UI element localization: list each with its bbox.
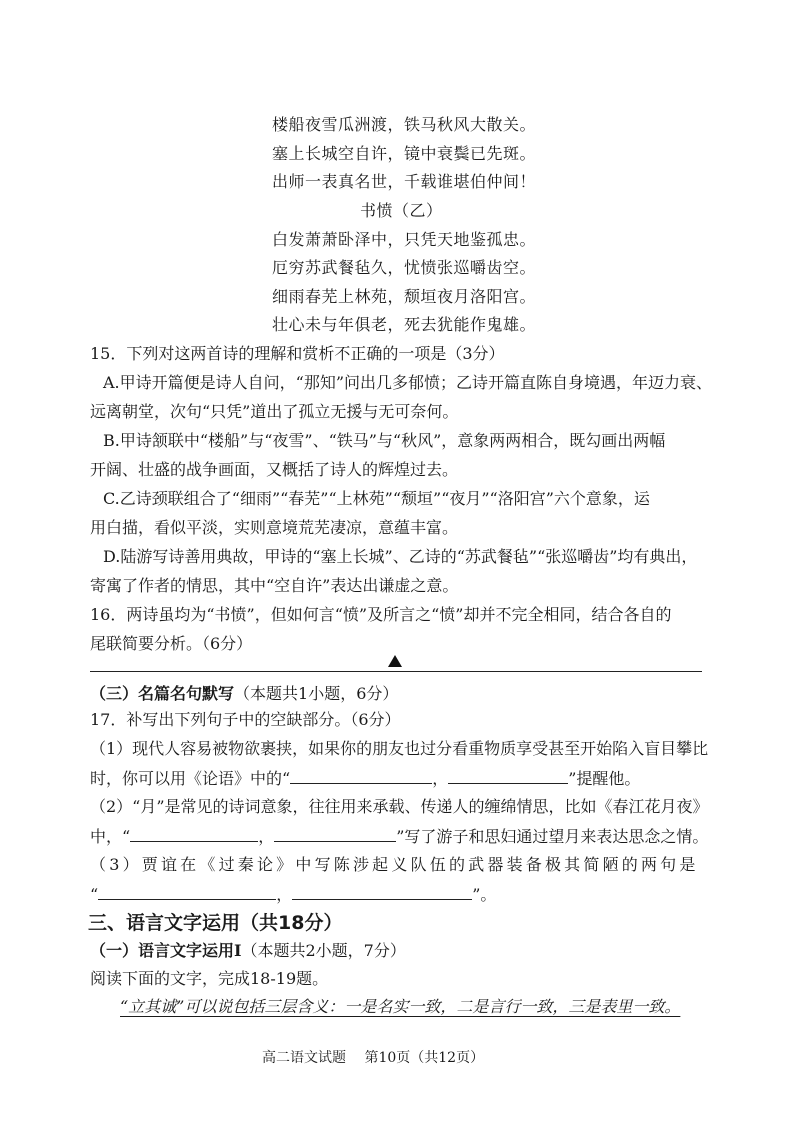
q17-blank-5[interactable] (98, 883, 276, 900)
q15-option-b-line-2: 开阔、壮盛的战争画面，又概括了诗人的辉煌过去。 (90, 460, 459, 479)
q17-part-3-comma: ， (276, 885, 293, 904)
q17-part-2-comma: ， (258, 827, 275, 846)
subsection-1-note: （本题共2小题，7分） (241, 941, 406, 960)
q15-option-b-line-1: B.甲诗颔联中“楼船”与“夜雪”、“铁马”与“秋风”，意象两两相合，既勾画出两幅 (103, 431, 666, 450)
q17-part-1-comma: ， (432, 769, 449, 788)
q16-line-2: 尾联简要分析。（6分） (90, 634, 253, 653)
q17-part-2-suffix: ”写了游子和思妇通过望月来表达思念之情。 (396, 827, 709, 846)
subsection-1-heading (90, 940, 406, 962)
triangle-marker-icon (388, 655, 402, 667)
poem-a-line-1: 楼船夜雪瓜洲渡，铁马秋风大散关。 (272, 115, 537, 134)
poem-b-line-3: 细雨春芜上林苑，颓垣夜月洛阳宫。 (272, 287, 537, 306)
q15-option-c-line-1: C.乙诗颈联组合了“细雨”“春芜”“上林苑”“颓垣”“夜月”“洛阳宫”六个意象，运 (103, 489, 650, 508)
q15-option-a-line-1: A.甲诗开篇便是诗人自问，“那知”问出几多郁愤；乙诗开篇直陈自身境遇，年迈力衰、 (103, 373, 713, 392)
section-3-heading (90, 683, 398, 705)
q17-blank-6[interactable] (292, 883, 472, 900)
q17-part-1-line-1: （1）现代人容易被物欲裹挟，如果你的朋友也过分看重物质享受甚至开始陷入盲目攀比 (90, 739, 709, 758)
q16-line-1: 16．两诗虽均为“书愤”，但如何言“愤”及所言之“愤”却并不完全相同，结合各自的 (90, 605, 672, 624)
q17-part-3-suffix: ”。 (472, 885, 497, 904)
q17-blank-2[interactable] (448, 767, 568, 784)
passage-first-line: “立其诚”可以说包括三层含义：一是名实一致，二是言行一致，三是表里一致。 (120, 997, 681, 1016)
q17-part-2-prefix: 中，“ (90, 827, 131, 846)
part-3-title: 三、语言文字运用（共18分） (88, 912, 343, 934)
poem-a-line-3: 出师一表真名世，千载谁堪伯仲间！ (272, 172, 537, 191)
q17-part-1-prefix: 时，你可以用《论语》中的“ (90, 769, 291, 788)
q17-part-3-prefix: “ (90, 885, 99, 904)
subsection-1-title: （一）语言文字运用Ⅰ (90, 941, 242, 960)
q15-option-d-line-1: D.陆游写诗善用典故，甲诗的“塞上长城”、乙诗的“苏武餐毡”“张巡嚼齿”均有典出， (103, 547, 698, 566)
poem-b-line-4: 壮心未与年俱老，死去犹能作鬼雄。 (272, 315, 537, 334)
poem-b-line-1: 白发萧萧卧泽中，只凭天地鉴孤忠。 (272, 230, 537, 249)
q17-part-2-line-2 (90, 825, 708, 848)
q15-option-d-line-2: 寄寓了作者的情思，其中“空自许”表达出谦虚之意。 (90, 576, 459, 595)
section-3-title: （三）名篇名句默写 (90, 684, 235, 703)
q17-part-3-line-1: （3）贾谊在《过秦论》中写陈涉起义队伍的武器装备极其简陋的两句是 (90, 855, 699, 874)
q15-option-c-line-2: 用白描，看似平淡，实则意境荒芜凄凉，意蕴丰富。 (90, 518, 459, 537)
q17-blank-3[interactable] (130, 825, 258, 842)
reading-instruction: 阅读下面的文字，完成18-19题。 (90, 969, 329, 988)
q17-part-1-line-2 (90, 767, 640, 790)
page-footer: 高二语文试题 第10页（共12页） (262, 1050, 485, 1066)
poem-b-title: 书愤（乙） (360, 201, 443, 220)
q15-stem: 15．下列对这两首诗的理解和赏析不正确的一项是（3分） (90, 344, 505, 363)
section-3-note: （本题共1小题，6分） (234, 684, 399, 703)
q17-stem: 17．补写出下列句子中的空缺部分。（6分） (90, 710, 401, 729)
q17-blank-4[interactable] (274, 825, 396, 842)
poem-a-line-2: 塞上长城空自许，镜中衰鬓已先斑。 (272, 144, 537, 163)
q17-blank-1[interactable] (290, 767, 432, 784)
q15-option-a-line-2: 远离朝堂，次句“只凭”道出了孤立无援与无可奈何。 (90, 402, 459, 421)
section-divider (90, 671, 702, 672)
poem-b-line-2: 厄穷苏武餐毡久，忧愤张巡嚼齿空。 (272, 258, 537, 277)
q17-part-3-line-2 (90, 883, 496, 906)
q17-part-2-line-1: （2）“月”是常见的诗词意象，往往用来承载、传递人的缠绵情思，比如《春江花月夜》 (90, 797, 709, 816)
q17-part-1-suffix: ”提醒他。 (568, 769, 641, 788)
